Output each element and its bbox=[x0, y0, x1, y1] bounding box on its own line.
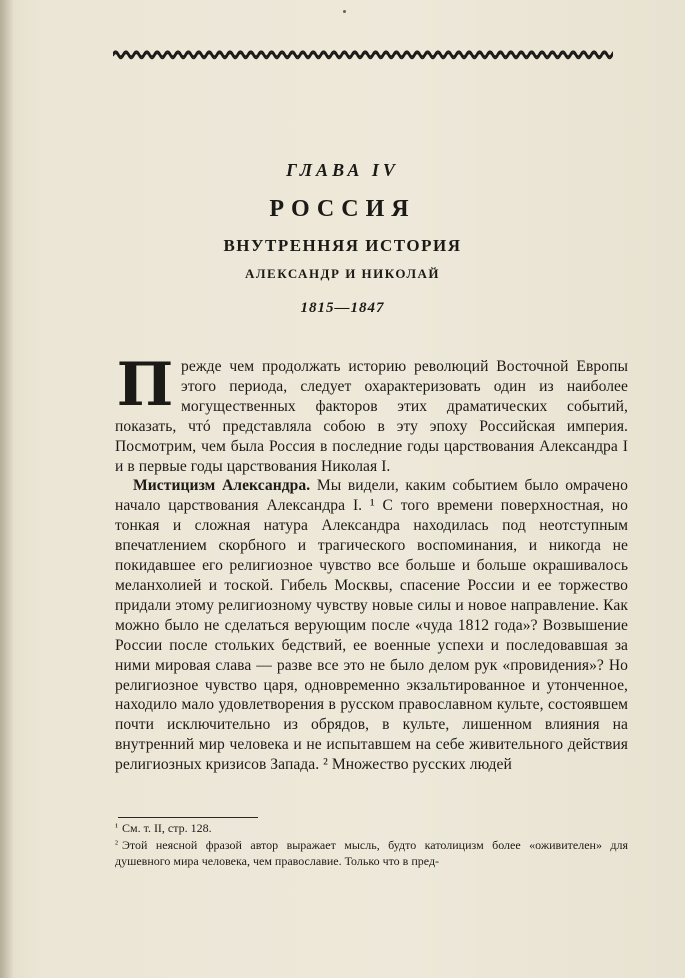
footnote-2 bbox=[115, 837, 628, 870]
period-years: 1815—1847 bbox=[300, 300, 385, 316]
footnote-1-number: ¹ bbox=[115, 822, 118, 833]
wavy-ornament-rule bbox=[113, 46, 613, 62]
rulers-heading: АЛЕКСАНДР И НИКОЛАЙ bbox=[244, 266, 441, 281]
footnote-2-number: ² bbox=[115, 838, 118, 850]
footnote-1 bbox=[115, 820, 628, 837]
paragraph-intro: режде чем продолжать историю революций Восточной Европы этого периода, следует охарактеризовать один из наиболее могущественных факторов этих драматических событий, показать, чтó представляла собою в эту эпоху Российская империя. Посмотрим, чем была Россия в последние годы царствования Александра I и в первые годы царствования Николая I. bbox=[115, 358, 628, 475]
page-mark bbox=[343, 10, 346, 13]
paragraph-mysticism bbox=[115, 476, 628, 775]
paragraph-mysticism-text: Мы видели, каким событием было омрачено начало царствования Александра I. ¹ С того времени поверхностная, но тонкая и сложная натура Александра находилась под неотступным впечатлением скорбного и трагического воспоминания, и никогда не покидавшее его религиозное чувство все больше и больше окрашивалось меланхолией и тоской. Гибель Москвы, спасение России и ее торжество придали этому религиозному чувству новые силы и новое направление. Как можно было не сделаться верующим после «чуда 1812 года»? Возвышение России после стольких бедствий, ее военные успехи и последовавшая за ними мировая слава — разве все это не было делом рук «провидения»? Но религиозное чувство царя, одновременно экзальтированное и утонченное, находило мало удовлетворения в русском православном культе, состоявшем почти исключительно из обрядов, в культе, лишенном влияния на внутренний мир человека и не испытавшем на себе живительного действия религиозных кризисов Запада. ² Множество русских людей bbox=[115, 477, 629, 774]
footnote-rule bbox=[118, 817, 258, 818]
chapter-heading: ГЛАВА IV bbox=[286, 160, 399, 180]
run-in-heading: Мистицизм Александра. bbox=[133, 477, 311, 495]
footnote-1-text: См. т. II, стр. 128. bbox=[122, 821, 212, 835]
main-text bbox=[115, 350, 629, 775]
drop-cap: П bbox=[116, 350, 174, 420]
gutter-shadow bbox=[0, 0, 14, 978]
footnote-2-text: Этой неясной фразой автор выражает мысль, будто католицизм более «оживителен» для душевного мира человека, чем православие. Только что в пред- bbox=[115, 837, 628, 868]
chapter-subtitle: ВНУТРЕННЯЯ ИСТОРИЯ bbox=[223, 236, 462, 255]
footnotes bbox=[115, 820, 628, 869]
chapter-title: РОССИЯ bbox=[269, 196, 416, 222]
